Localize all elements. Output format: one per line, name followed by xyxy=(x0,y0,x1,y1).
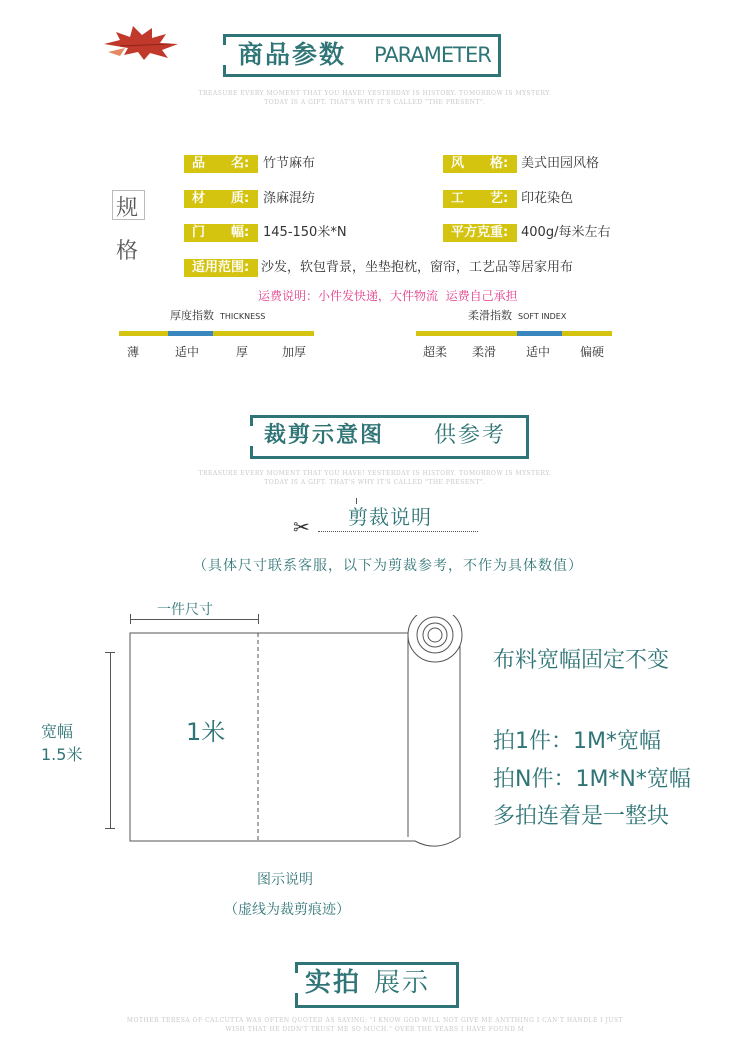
decor-text-line: WISH THAT HE DIDN'T TRUST ME SO MUCH." OVER THE YEARS I HAVE FOUND M xyxy=(225,1026,525,1033)
thickness-tick: 薄 xyxy=(127,345,140,359)
spec-value-craft: 印花染色 xyxy=(521,191,574,206)
spec-value-style: 美式田园风格 xyxy=(521,156,600,171)
decor-text-line: TREASURE EVERY MOMENT THAT YOU HAVE! YESTERDAY IS HISTORY. TOMORROW IS MYSTERY. xyxy=(198,470,552,477)
width-label: 宽幅 xyxy=(41,722,74,741)
diagram-caption-note: （虚线为裁剪痕迹） xyxy=(224,902,350,918)
section-title-en: PARAMETER xyxy=(374,43,491,67)
spec-label-style: 风 格: xyxy=(443,155,517,173)
cutting-subtitle: （具体尺寸联系客服，以下为剪裁参考，不作为具体数值） xyxy=(193,558,583,574)
spec-label-weight: 平方克重: xyxy=(443,224,517,242)
spec-label-width: 门 幅: xyxy=(184,224,258,242)
softness-tick: 柔滑 xyxy=(472,345,497,359)
decor-text-line: TODAY IS A GIFT. THAT'S WHY IT'S CALLED "THE PRESENT". xyxy=(264,479,486,486)
thickness-title-cn: 厚度指数 xyxy=(170,309,214,322)
note-buy-one: 拍1件：1M*宽幅 xyxy=(493,729,661,754)
thickness-title-en: THICKNESS xyxy=(220,312,266,321)
note-buy-n: 拍N件：1M*N*宽幅 xyxy=(493,767,691,792)
spec-label-char: 格 xyxy=(116,239,139,264)
thickness-selected-segment xyxy=(168,331,213,336)
spec-value-material: 涤麻混纺 xyxy=(263,191,316,206)
decor-text-line: TODAY IS A GIFT. THAT'S WHY IT'S CALLED "THE PRESENT". xyxy=(264,99,486,106)
section-title-light: 展示 xyxy=(374,968,431,998)
piece-length-label: 1米 xyxy=(186,718,226,746)
spec-value-usage: 沙发，软包背景，坐垫抱枕，窗帘，工艺品等居家用布 xyxy=(261,260,574,275)
spec-value-name: 竹节麻布 xyxy=(263,156,316,171)
spec-value-width: 145-150米*N xyxy=(263,225,347,240)
softness-selected-segment xyxy=(517,331,562,336)
thickness-tick: 加厚 xyxy=(282,345,307,359)
scissors-icon: ✂ xyxy=(293,515,310,539)
fabric-roll-diagram xyxy=(125,615,470,855)
spec-label-craft: 工 艺: xyxy=(443,190,517,208)
width-value: 1.5米 xyxy=(41,745,83,764)
width-dimension xyxy=(110,652,111,828)
dimension-tick xyxy=(105,652,115,653)
softness-title-en: SOFT INDEX xyxy=(518,312,567,321)
section-title-cn: 裁剪示意图 xyxy=(264,423,385,448)
spec-label-material: 材 质: xyxy=(184,190,258,208)
softness-tick: 适中 xyxy=(526,345,551,359)
piece-size-label: 一件尺寸 xyxy=(157,602,213,618)
thickness-scale-bar xyxy=(119,331,314,336)
note-continuous: 多拍连着是一整块 xyxy=(493,804,670,829)
spec-value-weight: 400g/每米左右 xyxy=(521,225,611,240)
softness-tick: 偏硬 xyxy=(580,345,605,359)
decor-text-line: MOTHER TERESA OF CALCUTTA WAS OFTEN QUOTED AS SAYING: "I KNOW GOD WILL NOT GIVE ME ANYTHING I CAN'T HANDLE I JUST xyxy=(126,1017,624,1024)
thickness-index-title xyxy=(170,307,265,323)
softness-index-title xyxy=(468,307,566,323)
section-title-cn: 商品参数 xyxy=(238,40,347,69)
maple-leaf-icon xyxy=(100,22,185,62)
dotted-cut-line xyxy=(318,531,478,532)
dimension-tick xyxy=(105,828,115,829)
cutting-heading: 剪裁说明 xyxy=(348,505,432,529)
thickness-tick: 适中 xyxy=(175,345,200,359)
decor-text-line: TREASURE EVERY MOMENT THAT YOU HAVE! YESTERDAY IS HISTORY. TOMORROW IS MYSTERY. xyxy=(198,90,552,97)
softness-title-cn: 柔滑指数 xyxy=(468,309,512,322)
spec-label-name: 品 名: xyxy=(184,155,258,173)
diagram-caption: 图示说明 xyxy=(257,872,313,888)
shipping-note: 运费说明：小件发快递，大件物流 运费自己承担 xyxy=(258,289,518,303)
softness-tick: 超柔 xyxy=(423,345,448,359)
thickness-tick: 厚 xyxy=(236,345,249,359)
spec-label-usage: 适用范围: xyxy=(184,259,258,277)
softness-scale-bar xyxy=(416,331,612,336)
note-fixed-width: 布料宽幅固定不变 xyxy=(493,648,670,673)
spec-label-char: 规 xyxy=(116,196,139,221)
section-title-sub: 供参考 xyxy=(434,423,507,448)
section-title-bold: 实拍 xyxy=(305,968,362,998)
